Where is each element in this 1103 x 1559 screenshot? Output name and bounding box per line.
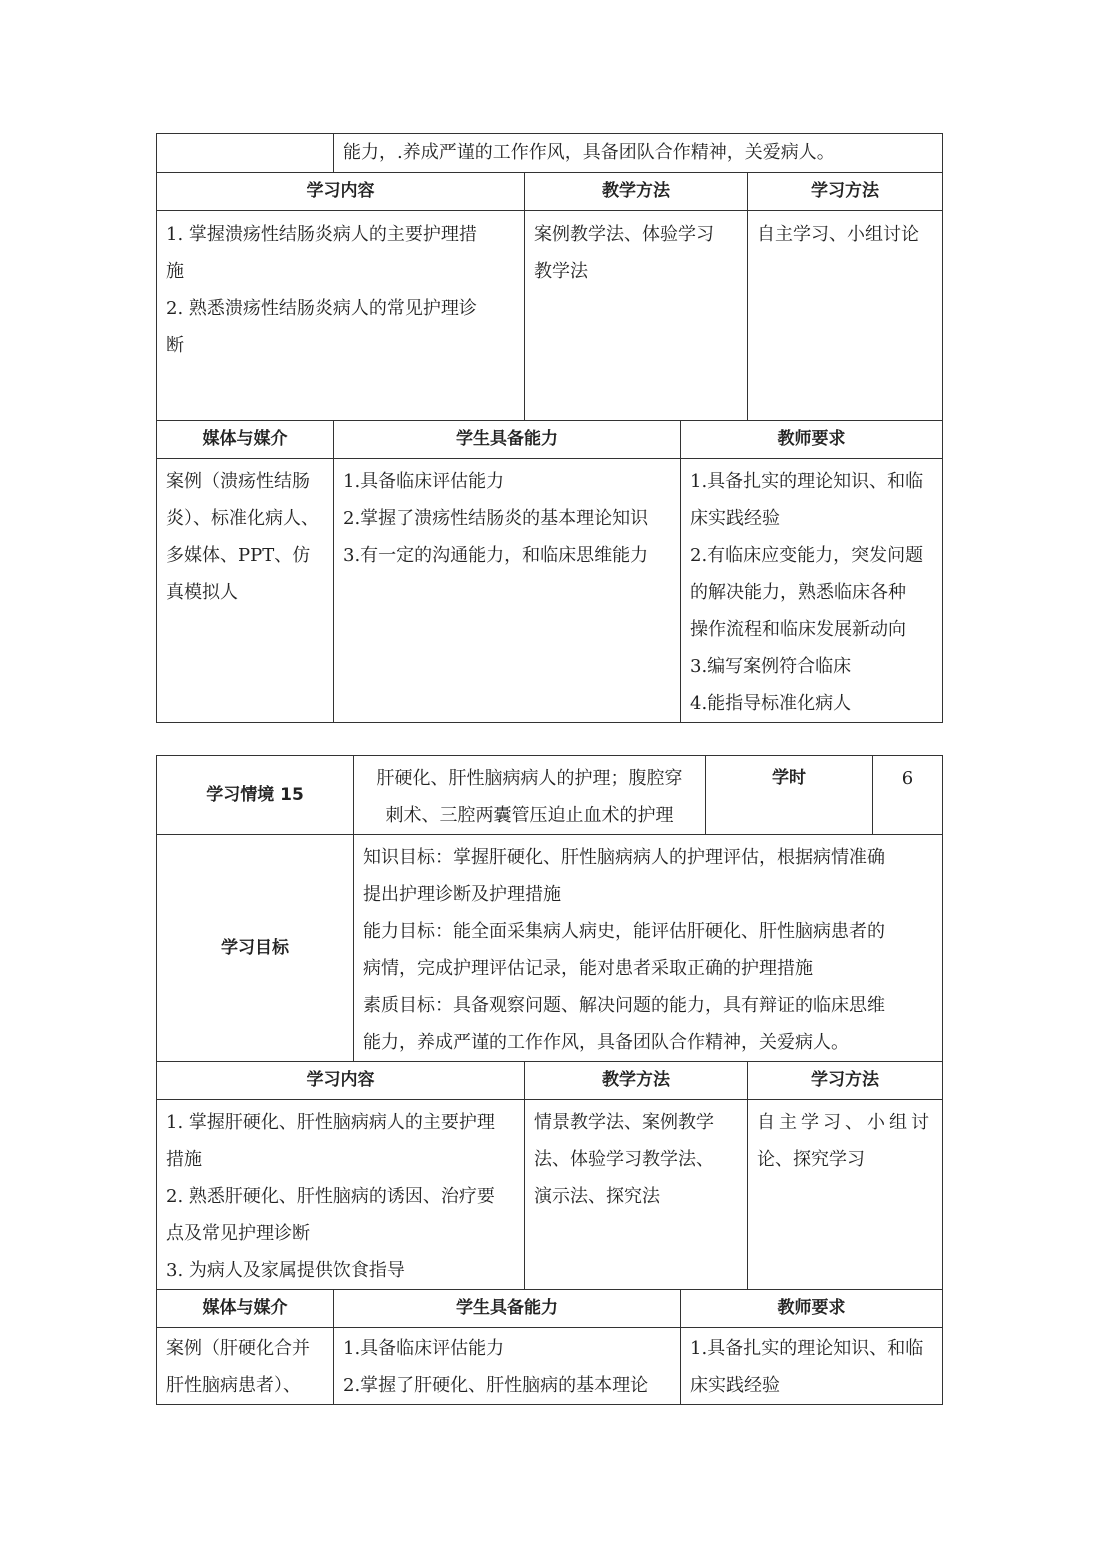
quality-goal-continuation: 能力，.养成严谨的工作作风，具备团队合作精神，关爱病人。: [334, 134, 943, 173]
header-teaching-method: 教学方法: [525, 173, 748, 211]
media-cell: 案例（溃疡性结肠 炎）、标准化病人、 多媒体、PPT、仿 真模拟人: [157, 459, 334, 723]
header-student-ability: 学生具备能力: [334, 421, 681, 459]
header-media: 媒体与媒介: [157, 1290, 334, 1328]
goal-label: 学习目标: [157, 835, 354, 1062]
learning-method-cell: 自主学习、小组讨论: [748, 211, 943, 421]
header-media: 媒体与媒介: [157, 421, 334, 459]
header-learning-content: 学习内容: [157, 1062, 525, 1100]
student-ability-cell: 1.具备临床评估能力 2.掌握了肝硬化、肝性脑病的基本理论: [334, 1328, 681, 1405]
header-learning-method: 学习方法: [748, 1062, 943, 1100]
situation-label: 学习情境 15: [157, 756, 354, 835]
learning-content-cell: 1. 掌握溃疡性结肠炎病人的主要护理措 施 2. 熟悉溃疡性结肠炎病人的常见护理诊 断: [157, 211, 525, 421]
teaching-method-cell: 案例教学法、体验学习 教学法: [525, 211, 748, 421]
table-learning-situation-15: [156, 755, 943, 1405]
header-learning-content: 学习内容: [157, 173, 525, 211]
empty-label-cell: [157, 134, 334, 173]
teacher-requirement-cell: 1.具备扎实的理论知识、和临 床实践经验: [681, 1328, 943, 1405]
situation-title-cell: 肝硬化、肝性脑病病人的护理；腹腔穿 刺术、三腔两囊管压迫止血术的护理: [354, 756, 706, 835]
media-cell: 案例（肝硬化合并 肝性脑病患者）、: [157, 1328, 334, 1405]
hours-value: 6: [873, 756, 943, 835]
header-teaching-method: 教学方法: [525, 1062, 748, 1100]
goal-cell: 知识目标：掌握肝硬化、肝性脑病病人的护理评估，根据病情准确 提出护理诊断及护理措施 能力目标：能全面采集病人病史，能评估肝硬化、肝性脑病患者的 病情，完成护理评估记录，能对患者采取正确的护理措施 素质目标：具备观察问题、解决问题的能力，具有辩证的临床思维 能力，养成严谨的工作作风，具备团队合作精神，关爱病人。: [354, 835, 943, 1062]
learning-method-cell: 自主学习、小组讨 论、探究学习: [748, 1100, 943, 1290]
learning-content-cell: 1. 掌握肝硬化、肝性脑病病人的主要护理 措施 2. 熟悉肝硬化、肝性脑病的诱因、治疗要 点及常见护理诊断 3. 为病人及家属提供饮食指导: [157, 1100, 525, 1290]
table-ulcerative-colitis: [156, 133, 943, 723]
teacher-requirement-cell: 1.具备扎实的理论知识、和临 床实践经验 2.有临床应变能力，突发问题 的解决能力，熟悉临床各种 操作流程和临床发展新动向 3.编写案例符合临床 4.能指导标准化病人: [681, 459, 943, 723]
header-learning-method: 学习方法: [748, 173, 943, 211]
teaching-method-cell: 情景教学法、案例教学 法、体验学习教学法、 演示法、探究法: [525, 1100, 748, 1290]
header-teacher-requirement: 教师要求: [681, 1290, 943, 1328]
header-teacher-requirement: 教师要求: [681, 421, 943, 459]
header-student-ability: 学生具备能力: [334, 1290, 681, 1328]
student-ability-cell: 1.具备临床评估能力 2.掌握了溃疡性结肠炎的基本理论知识 3.有一定的沟通能力，和临床思维能力: [334, 459, 681, 723]
hours-label: 学时: [706, 756, 873, 835]
